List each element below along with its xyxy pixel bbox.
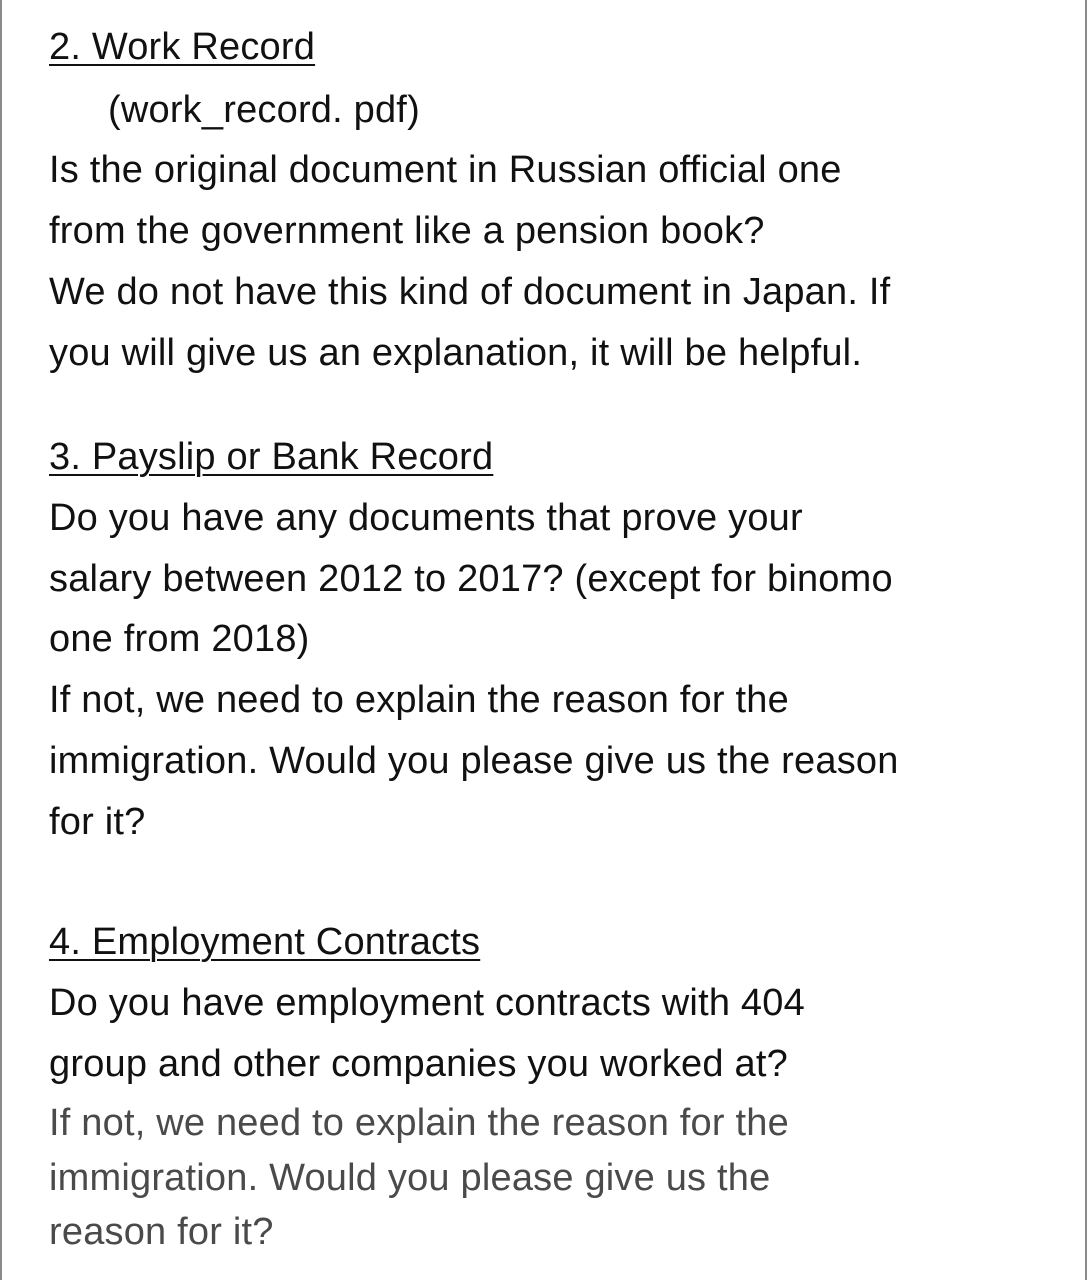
work-record-filename: (work_record. pdf) — [108, 89, 420, 131]
paragraph-line: Do you have employment contracts with 404 — [49, 982, 805, 1024]
paragraph-line: Is the original document in Russian official one — [49, 149, 842, 191]
paragraph-line: you will give us an explanation, it will be helpful. — [49, 332, 863, 374]
paragraph-line: salary between 2012 to 2017? (except for binomo — [49, 558, 893, 600]
paragraph-line: We do not have this kind of document in Japan. If — [49, 271, 891, 313]
paragraph-line: from the government like a pension book? — [49, 210, 765, 252]
section-heading-payslip-bank-record: 3. Payslip or Bank Record — [49, 436, 494, 478]
paragraph-line: one from 2018) — [49, 618, 310, 660]
paragraph-line: reason for it? — [49, 1211, 274, 1253]
section-heading-employment-contracts: 4. Employment Contracts — [49, 921, 481, 963]
paragraph-line: immigration. Would you please give us the — [49, 1157, 771, 1199]
paragraph-line: If not, we need to explain the reason for the — [49, 679, 789, 721]
paragraph-line: group and other companies you worked at? — [49, 1043, 788, 1085]
section-heading-work-record: 2. Work Record — [49, 26, 316, 68]
paragraph-line: immigration. Would you please give us the reason — [49, 740, 899, 782]
paragraph-line: Do you have any documents that prove your — [49, 497, 803, 539]
paragraph-line: for it? — [49, 801, 146, 843]
paragraph-line: If not, we need to explain the reason for the — [49, 1102, 789, 1144]
